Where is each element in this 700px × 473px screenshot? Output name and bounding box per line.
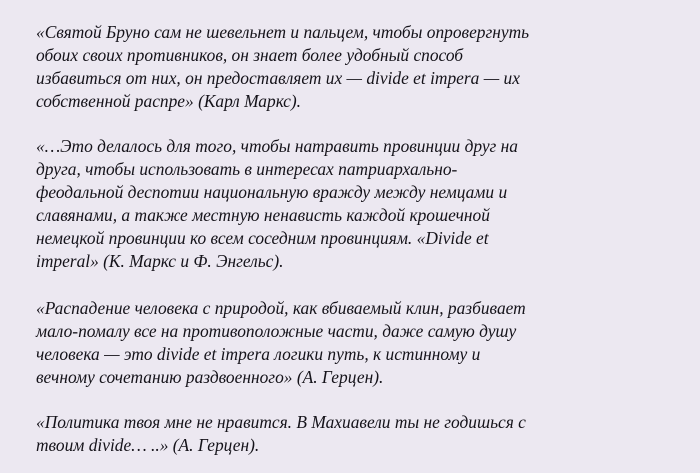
quote-line: обоих своих противников, он знает более удобный способ — [36, 45, 464, 65]
quote-line: человека — это divide et impera логики путь, к истинному и — [36, 344, 481, 364]
quote-line: собственной распре» (Карл Маркс). — [36, 91, 302, 111]
quote-line: вечному сочетанию раздвоенного» (А. Герцен). — [36, 367, 384, 387]
quote-paragraph-1 — [36, 21, 676, 113]
quote-line: «Святой Бруно сам не шевельнет и пальцем, чтобы опровергнуть — [36, 22, 530, 42]
quote-line: мало-помалу все на противоположные части, даже самую душу — [36, 321, 517, 341]
quote-paragraph-4 — [36, 411, 676, 457]
quote-line: немецкой провинции ко всем соседним провинциям. «Divide et — [36, 228, 489, 248]
quote-paragraph-3 — [36, 297, 676, 389]
quote-line: феодальной деспотии национальную вражду между немцами и — [36, 182, 508, 202]
quote-paragraph-2 — [36, 135, 676, 273]
quote-line: «Политика твоя мне не нравится. В Махиавели ты не годишься с — [36, 412, 526, 432]
quote-line: славянами, а также местную ненависть каждой крошечной — [36, 205, 490, 225]
quote-line: «…Это делалось для того, чтобы натравить провинции друг на — [36, 136, 519, 156]
quote-line: избавиться от них, он предоставляет их — divide et impera — их — [36, 68, 520, 88]
quote-line: друга, чтобы использовать в интересах патриархально- — [36, 159, 458, 179]
quote-line: твоим divide… ..» (А. Герцен). — [36, 435, 260, 455]
quote-line: «Распадение человека с природой, как вбиваемый клин, разбивает — [36, 298, 526, 318]
quote-line: imperal» (К. Маркс и Ф. Энгельс). — [36, 251, 284, 271]
